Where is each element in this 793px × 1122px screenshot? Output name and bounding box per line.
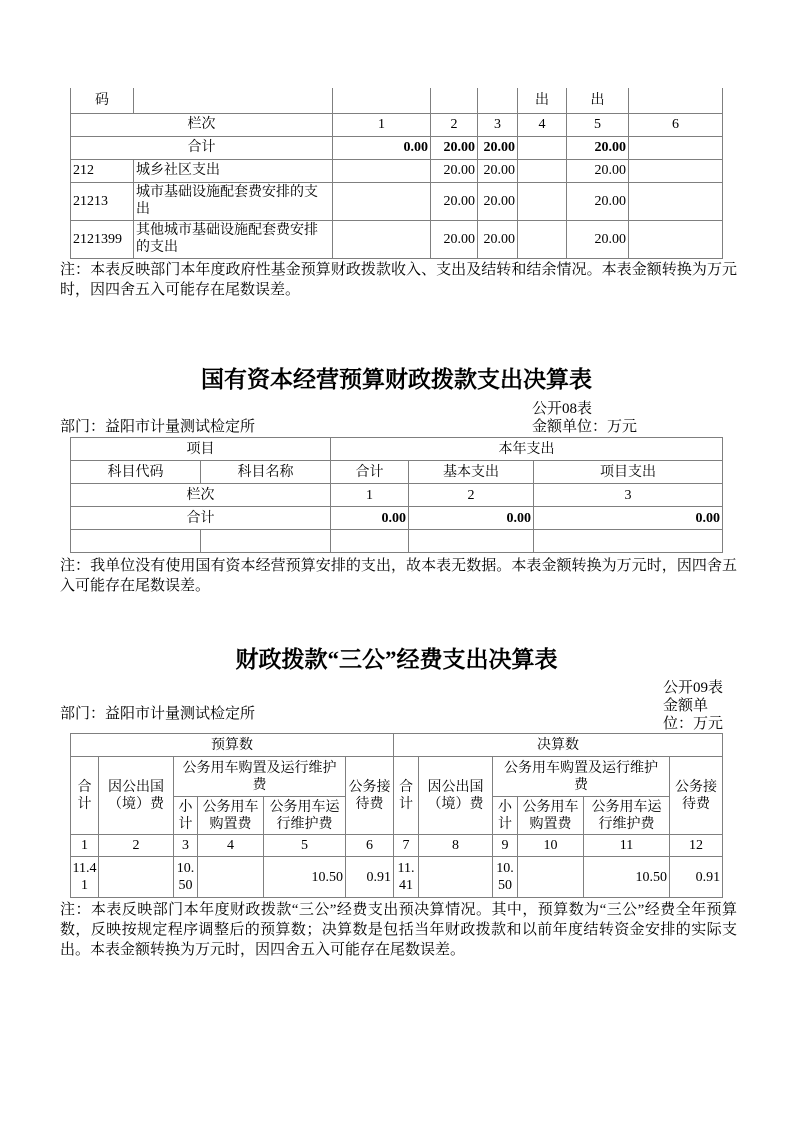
table-capital-budget (70, 437, 723, 553)
cell-value: 0.91 (670, 857, 723, 898)
table-row-lanci (71, 835, 723, 857)
cell-subtotal-header: 小计 (174, 797, 198, 835)
cell-header: 项目支出 (534, 461, 723, 484)
cell-value (333, 220, 431, 258)
cell-value (518, 182, 567, 220)
cell-value: 0.91 (346, 857, 394, 898)
cell-abroad-header: 因公出国（境）费 (99, 757, 174, 835)
cell-col-no: 2 (99, 835, 174, 857)
cell-subject-code: 21213 (71, 182, 134, 220)
cell-code-fragment: 码 (71, 88, 134, 113)
cell-empty (71, 530, 201, 553)
cell-col-no: 5 (264, 835, 346, 857)
cell-col-no: 3 (174, 835, 198, 857)
note-govfund: 注：本表反映部门本年度政府性基金预算财政拨款收入、支出及结转和结余情况。本表金额转换为万元时，因四舍五入可能存在尾数误差。 (60, 262, 737, 298)
cell-empty (629, 88, 723, 113)
cell-col-no: 5 (567, 113, 629, 136)
cell-value (629, 136, 723, 159)
cell-value: 0.00 (409, 507, 534, 530)
cell-col-no: 4 (198, 835, 264, 857)
cell-vehicle-group-header: 公务用车购置及运行维护费 (174, 757, 346, 797)
unit-label-08: 金额单位：万元 (532, 419, 638, 435)
cell-col-no: 6 (629, 113, 723, 136)
table-row-lanci (71, 113, 723, 136)
cell-out-fragment: 出 (518, 88, 567, 113)
cell-total-label: 合计 (71, 507, 331, 530)
cell-total-label: 合计 (71, 136, 333, 159)
cell-empty (134, 88, 333, 113)
cell-empty (431, 88, 478, 113)
cell-col-no: 11 (584, 835, 670, 857)
cell-total-header: 合计 (394, 757, 419, 835)
table-header-row (71, 757, 723, 797)
cell-value: 10.50 (264, 857, 346, 898)
cell-empty (534, 530, 723, 553)
cell-final-header: 决算数 (394, 734, 723, 757)
cell-value: 20.00 (478, 159, 518, 182)
cell-col-no: 2 (409, 484, 534, 507)
cell-value (629, 220, 723, 258)
cell-value (99, 857, 174, 898)
form-number-08: 公开08表 (532, 401, 593, 417)
cell-project-header: 项目 (71, 438, 331, 461)
department-label-09: 部门：益阳市计量测试检定所 (60, 706, 256, 722)
cell-value (419, 857, 493, 898)
cell-subject-name: 城乡社区支出 (134, 159, 333, 182)
cell-subject-code: 212 (71, 159, 134, 182)
cell-operation-header: 公务用车运行维护费 (584, 797, 670, 835)
cell-col-no: 1 (331, 484, 409, 507)
form-number-09: 公开09表 (663, 680, 724, 696)
cell-col-no: 6 (346, 835, 394, 857)
table-row (71, 88, 723, 113)
cell-operation-header: 公务用车运行维护费 (264, 797, 346, 835)
cell-col-no: 2 (431, 113, 478, 136)
cell-value: 20.00 (431, 136, 478, 159)
cell-reception-header: 公务接待费 (346, 757, 394, 835)
cell-subject-code: 2121399 (71, 220, 134, 258)
cell-header: 合计 (331, 461, 409, 484)
cell-empty (201, 530, 331, 553)
cell-value: 0.00 (331, 507, 409, 530)
cell-value: 10.50 (584, 857, 670, 898)
cell-value: 0.00 (333, 136, 431, 159)
cell-value (518, 220, 567, 258)
table-row-values (71, 857, 723, 898)
cell-col-no: 9 (493, 835, 518, 857)
department-label-08: 部门：益阳市计量测试检定所 (60, 419, 256, 435)
cell-empty (478, 88, 518, 113)
cell-value: 0.00 (534, 507, 723, 530)
cell-header: 基本支出 (409, 461, 534, 484)
cell-col-no: 3 (534, 484, 723, 507)
cell-purchase-header: 公务用车购置费 (198, 797, 264, 835)
cell-vehicle-group-header: 公务用车购置及运行维护费 (493, 757, 670, 797)
cell-value: 11.41 (394, 857, 419, 898)
cell-abroad-header: 因公出国（境）费 (419, 757, 493, 835)
cell-purchase-header: 公务用车购置费 (518, 797, 584, 835)
cell-empty (409, 530, 534, 553)
note-capital-budget: 注：我单位没有使用国有资本经营预算安排的支出，故本表无数据。本表金额转换为万元时，因四舍五入可能存在尾数误差。 (60, 558, 737, 594)
cell-value: 20.00 (567, 220, 629, 258)
cell-subject-name: 其他城市基础设施配套费安排的支出 (134, 220, 333, 258)
cell-value (333, 182, 431, 220)
cell-header: 科目代码 (71, 461, 201, 484)
cell-empty (333, 88, 431, 113)
cell-value: 10.50 (174, 857, 198, 898)
cell-value (629, 182, 723, 220)
cell-year-expense-header: 本年支出 (331, 438, 723, 461)
cell-reception-header: 公务接待费 (670, 757, 723, 835)
table-row-total (71, 136, 723, 159)
cell-lanci-label: 栏次 (71, 484, 331, 507)
cell-col-no: 3 (478, 113, 518, 136)
table-header-row (71, 438, 723, 461)
cell-col-no: 8 (419, 835, 493, 857)
cell-value: 20.00 (478, 220, 518, 258)
cell-value: 20.00 (431, 159, 478, 182)
cell-value: 20.00 (567, 136, 629, 159)
section-title-09: 财政拨款“三公”经费支出决算表 (235, 647, 558, 672)
table-header-row (71, 734, 723, 757)
table-three-public (70, 733, 723, 898)
unit-label-09: 金额单位：万元 (663, 698, 724, 732)
table-row-empty (71, 530, 723, 553)
cell-out-fragment: 出 (567, 88, 629, 113)
cell-value: 11.41 (71, 857, 99, 898)
cell-col-no: 7 (394, 835, 419, 857)
table-govfund-continuation (70, 88, 723, 259)
table-row (71, 182, 723, 220)
cell-value: 20.00 (478, 136, 518, 159)
section-title-08: 国有资本经营预算财政拨款支出决算表 (201, 367, 592, 392)
table-row-lanci (71, 484, 723, 507)
cell-value: 20.00 (431, 182, 478, 220)
cell-header: 科目名称 (201, 461, 331, 484)
cell-col-no: 4 (518, 113, 567, 136)
note-three-public: 注：本表反映部门本年度财政拨款“三公”经费支出预决算情况。其中，预算数为“三公”经费全年预算数，反映按规定程序调整后的预算数；决算数是包括当年财政拨款和以前年度结转资金安排的实际支出。本表金额转换为万元时，因四舍五入可能存在尾数误差。 (60, 902, 737, 958)
cell-budget-header: 预算数 (71, 734, 394, 757)
cell-value: 20.00 (431, 220, 478, 258)
cell-value (518, 857, 584, 898)
table-row (71, 220, 723, 258)
table-row (71, 159, 723, 182)
cell-value: 20.00 (478, 182, 518, 220)
table-row-total (71, 507, 723, 530)
cell-col-no: 1 (333, 113, 431, 136)
cell-subject-name: 城市基础设施配套费安排的支出 (134, 182, 333, 220)
cell-col-no: 10 (518, 835, 584, 857)
cell-value (198, 857, 264, 898)
cell-subtotal-header: 小计 (493, 797, 518, 835)
cell-value: 20.00 (567, 159, 629, 182)
cell-total-header: 合计 (71, 757, 99, 835)
cell-col-no: 1 (71, 835, 99, 857)
cell-col-no: 12 (670, 835, 723, 857)
cell-value (333, 159, 431, 182)
table-header-row (71, 461, 723, 484)
cell-value (518, 136, 567, 159)
cell-value: 10.50 (493, 857, 518, 898)
cell-value (629, 159, 723, 182)
cell-value: 20.00 (567, 182, 629, 220)
cell-empty (331, 530, 409, 553)
cell-lanci-label: 栏次 (71, 113, 333, 136)
cell-value (518, 159, 567, 182)
